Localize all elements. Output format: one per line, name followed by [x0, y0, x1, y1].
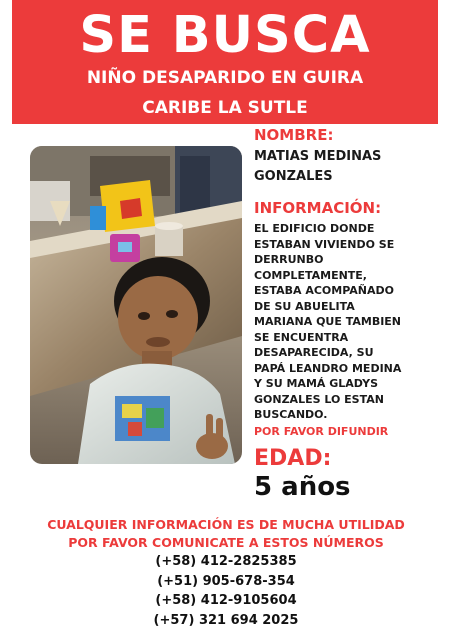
info-line: MARIANA QUE TAMBIEN [254, 315, 402, 328]
info-label: INFORMACIÓN: [254, 199, 382, 217]
header-banner [12, 0, 438, 124]
poster-title: SE BUSCA [79, 6, 371, 65]
child-name [254, 147, 444, 187]
poster-subtitle: NIÑO DESAPARIDO EN GUIRA [86, 68, 364, 88]
footer-note-1: CUALQUIER INFORMACIÓN ES DE MUCHA UTILIDAD [47, 517, 405, 532]
age-value: 5 años [254, 471, 351, 502]
info-line: COMPLETAMENTE, [254, 268, 367, 282]
phone-number: (+58) 412-2825385 [155, 554, 297, 569]
info-line: PAPÁ LEANDRO MEDINA [254, 361, 402, 375]
missing-child-photo [30, 146, 242, 464]
info-panel [254, 126, 444, 502]
child-name-line-2: GONZALES [254, 169, 333, 184]
age-label: EDAD: [254, 445, 332, 471]
info-line: DE SU ABUELITA [254, 299, 355, 313]
phone-number: (+57) 321 694 2025 [153, 612, 299, 628]
phone-number: (+51) 905-678-354 [157, 573, 295, 589]
info-line: DESAPARECIDA, SU [254, 346, 374, 359]
info-line: GONZALES LO ESTAN [254, 392, 384, 406]
info-line: ESTABAN VIVIENDO SE [254, 237, 395, 251]
phone-number: (+58) 412-9105604 [155, 593, 297, 608]
info-line: BUSCANDO. [254, 408, 328, 421]
share-note: POR FAVOR DIFUNDIR [254, 424, 389, 438]
phone-list [0, 552, 452, 630]
poster-location: CARIBE LA SUTLE [142, 98, 308, 118]
info-line: Y SU MAMÁ GLADYS [254, 377, 378, 390]
info-line: DERRUNBO [254, 253, 324, 266]
name-label: NOMBRE: [254, 126, 334, 144]
info-line: EL EDIFICIO DONDE [254, 222, 375, 235]
info-line: ESTABA ACOMPAÑADO [254, 284, 394, 297]
info-line: SE ENCUENTRA [254, 330, 349, 344]
info-description [254, 221, 444, 423]
child-name-line-1: MATIAS MEDINAS [254, 149, 382, 164]
footer-note-2: POR FAVOR COMUNICATE A ESTOS NÚMEROS [68, 535, 384, 550]
